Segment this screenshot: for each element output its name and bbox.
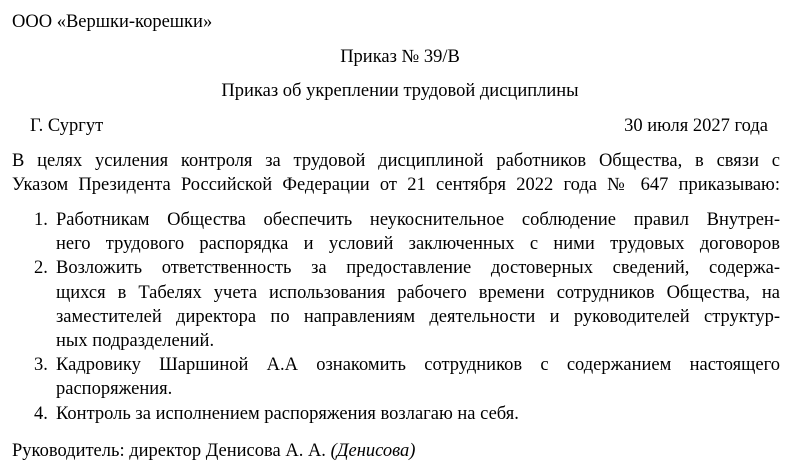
order-number: Приказ № 39/В <box>340 47 460 67</box>
order-date: 30 июля 2027 года <box>624 116 768 136</box>
item-number: 4. <box>34 404 48 424</box>
item-text-line: него трудового распорядка и условий заключенных с ними трудовых договоров <box>56 234 780 254</box>
intro-line: В целях усиления контроля за трудовой дисциплиной работников Общества, в связи с <box>12 151 780 171</box>
signed-name: (Денисова) <box>330 441 416 461</box>
item-text-line: ных подразделений. <box>56 331 215 351</box>
signature-line <box>12 442 415 461</box>
item-number: 1. <box>34 210 48 230</box>
item-text-line: Работникам Общества обеспечить неукоснительное соблюдение правил Внутрен- <box>56 210 780 230</box>
item-number: 2. <box>34 258 48 278</box>
intro-line: Указом Президента Российской Федерации от 21 сентября 2022 года № 647 приказываю: <box>12 175 780 195</box>
company-name: ООО «Вершки-корешки» <box>12 12 213 32</box>
item-text-line: Контроль за исполнением распоряжения возлагаю на себя. <box>56 404 519 424</box>
item-text-line: Кадровику Шаршиной А.А ознакомить сотрудников с содержанием настоящего <box>56 355 780 375</box>
item-text-line: щихся в Табелях учета использования рабочего времени сотрудников Общества, на <box>56 283 780 303</box>
item-number: 3. <box>34 355 48 375</box>
item-text-line: распоряжения. <box>56 379 173 399</box>
order-title: Приказ об укреплении трудовой дисциплины <box>221 81 579 101</box>
signature-text: Руководитель: директор Денисова А. А. <box>12 441 326 461</box>
item-text-line: Возложить ответственность за предоставление достоверных сведений, содержа- <box>56 258 780 278</box>
item-text-line: заместителей директора по направлениям деятельности и руководителей структур- <box>56 307 780 327</box>
city: Г. Сургут <box>30 116 104 136</box>
